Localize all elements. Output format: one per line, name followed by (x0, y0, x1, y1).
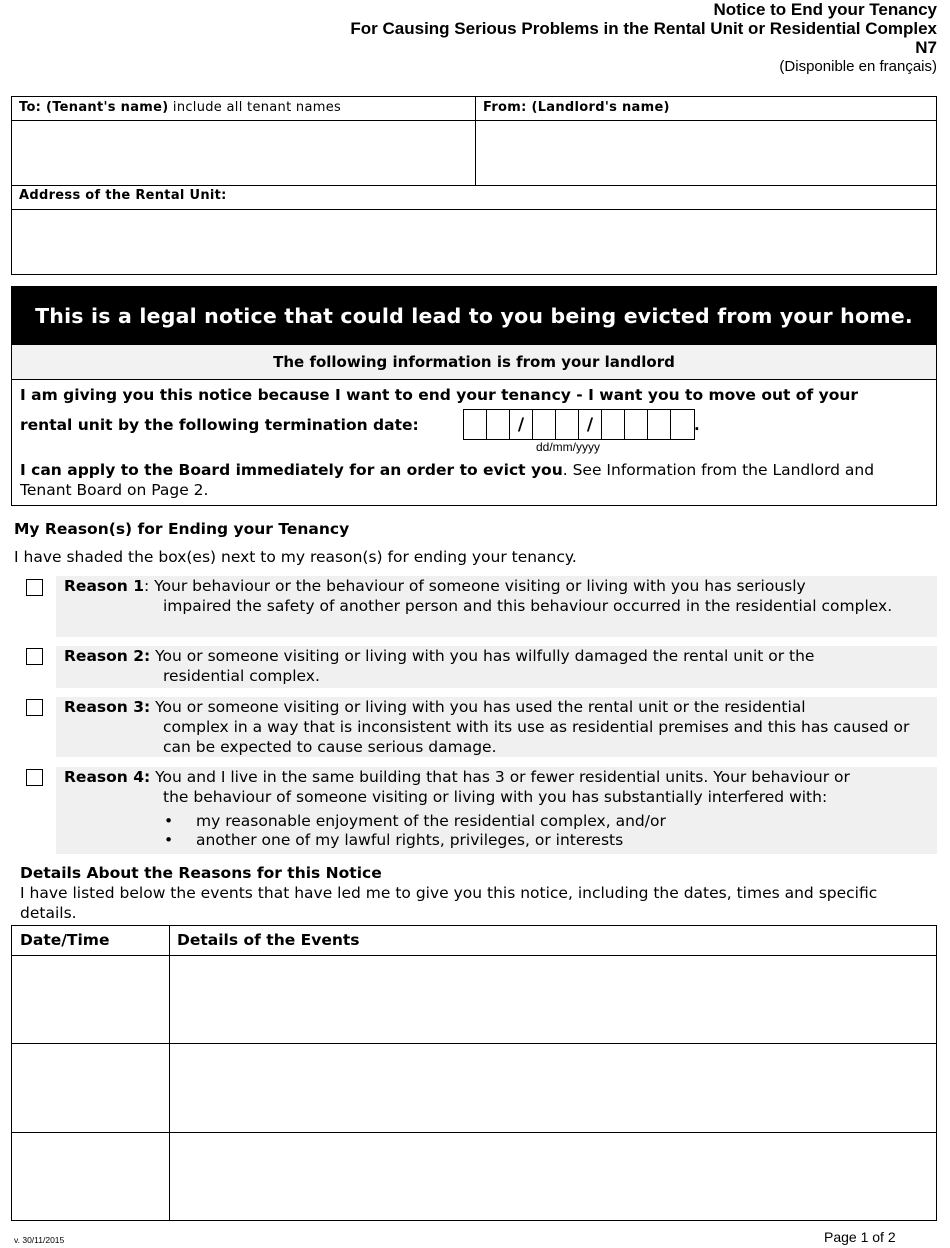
date-separator: / (579, 410, 602, 439)
parties-box (11, 96, 937, 275)
date-end-punctuation: . (694, 416, 700, 434)
reason-label: Reason 2: (64, 647, 151, 665)
date-digit-box[interactable] (671, 410, 694, 439)
reason-2-checkbox[interactable] (26, 648, 43, 665)
tenant-name-field[interactable] (13, 122, 473, 184)
event-date-field[interactable] (13, 1045, 168, 1131)
event-details-field[interactable] (171, 1045, 935, 1131)
landlord-info-heading: The following information is from your landlord (11, 345, 937, 380)
event-date-field[interactable] (13, 1134, 168, 1219)
reason-1-checkbox[interactable] (26, 579, 43, 596)
details-intro: I have listed below the events that have led me to give you this notice, including the dates, times and specific details. (20, 884, 878, 922)
reason-label: Reason 4: (64, 768, 151, 786)
reason-text: complex in a way that is inconsistent with its use as residential premises and this has caused or can be expected to cause serious damage. (163, 718, 910, 756)
reason-4-checkbox[interactable] (26, 769, 43, 786)
divider (169, 926, 170, 1220)
french-availability: (Disponible en français) (779, 58, 937, 75)
divider (12, 955, 936, 956)
version-label: v. 30/11/2015 (14, 1235, 65, 1245)
details-title: Details About the Reasons for this Notice (20, 864, 382, 882)
legal-notice-banner: This is a legal notice that could lead to you being evicted from your home. (11, 286, 937, 345)
date-digit-box[interactable] (602, 410, 625, 439)
date-digit-box[interactable] (556, 410, 579, 439)
divider (12, 120, 936, 121)
reasons-title: My Reason(s) for Ending your Tenancy (14, 520, 350, 538)
apply-to-board-text: I can apply to the Board immediately for an order to evict you. See Information from the Landlord and Tenant Board on Page 2. (20, 461, 875, 499)
reason-1: Reason 1: Your behaviour or the behaviour of someone visiting or living with you has seriously impaired the safety of another person and this behaviour occurred in the residential complex. (56, 576, 937, 637)
address-field[interactable] (13, 211, 935, 274)
reason-text: You or someone visiting or living with you has wilfully damaged the rental unit or the (155, 647, 815, 665)
bullet-text: my reasonable enjoyment of the residential complex, and/or (196, 812, 666, 830)
form-code: N7 (915, 38, 937, 57)
event-details-field[interactable] (171, 957, 935, 1042)
reason-label: Reason 3: (64, 698, 151, 716)
landlord-name-label: From: (Landlord's name) (483, 100, 670, 115)
reason-text: the behaviour of someone visiting or living with you has substantially interfered with: (163, 788, 828, 806)
reason-3-checkbox[interactable] (26, 699, 43, 716)
event-date-field[interactable] (13, 957, 168, 1042)
form-title: Notice to End your Tenancy (713, 0, 937, 19)
tenant-name-label: To: (Tenant's name) include all tenant names (19, 100, 342, 115)
reason-text: Your behaviour or the behaviour of someone visiting or living with you has seriously (154, 577, 806, 595)
reason-text: You or someone visiting or living with you has used the rental unit or the residential (155, 698, 806, 716)
reasons-intro: I have shaded the box(es) next to my reason(s) for ending your tenancy. (14, 548, 577, 566)
divider (475, 97, 476, 186)
date-digit-box[interactable] (464, 410, 487, 439)
date-digit-box[interactable] (487, 410, 510, 439)
reason-text: impaired the safety of another person and this behaviour occurred in the residential complex. (163, 597, 893, 615)
form-subtitle: For Causing Serious Problems in the Rental Unit or Residential Complex (350, 19, 937, 38)
reason-2 (56, 646, 937, 688)
date-digit-box[interactable] (533, 410, 556, 439)
events-table (11, 925, 937, 1221)
reason-label: Reason 1 (64, 577, 144, 595)
divider (12, 1132, 936, 1133)
reason-4 (56, 767, 937, 854)
divider (12, 185, 936, 186)
reason-text: You and I live in the same building that has 3 or fewer residential units. Your behaviour or (155, 768, 850, 786)
reason-text: residential complex. (163, 667, 320, 685)
divider (12, 1043, 936, 1044)
form-header (350, 0, 937, 76)
date-format-hint: dd/mm/yyyy (536, 440, 601, 454)
termination-notice (11, 380, 937, 506)
date-digit-box[interactable] (648, 410, 671, 439)
bullet-text: another one of my lawful rights, privileges, or interests (196, 831, 624, 849)
bullet-icon: • (164, 812, 174, 830)
date-separator: / (510, 410, 533, 439)
details-header: Details of the Events (177, 931, 360, 949)
divider (12, 209, 936, 210)
notice-line-1: I am giving you this notice because I want to end your tenancy - I want you to move out of your (20, 386, 859, 404)
notice-line-2: rental unit by the following termination date: (20, 416, 419, 434)
address-label: Address of the Rental Unit: (19, 188, 227, 203)
termination-date-field[interactable] (463, 409, 695, 440)
reason-3 (56, 697, 937, 757)
page-number: Page 1 of 2 (824, 1229, 896, 1245)
date-time-header: Date/Time (20, 931, 110, 949)
event-details-field[interactable] (171, 1134, 935, 1219)
date-digit-box[interactable] (625, 410, 648, 439)
landlord-name-field[interactable] (477, 122, 935, 184)
bullet-icon: • (164, 831, 174, 849)
